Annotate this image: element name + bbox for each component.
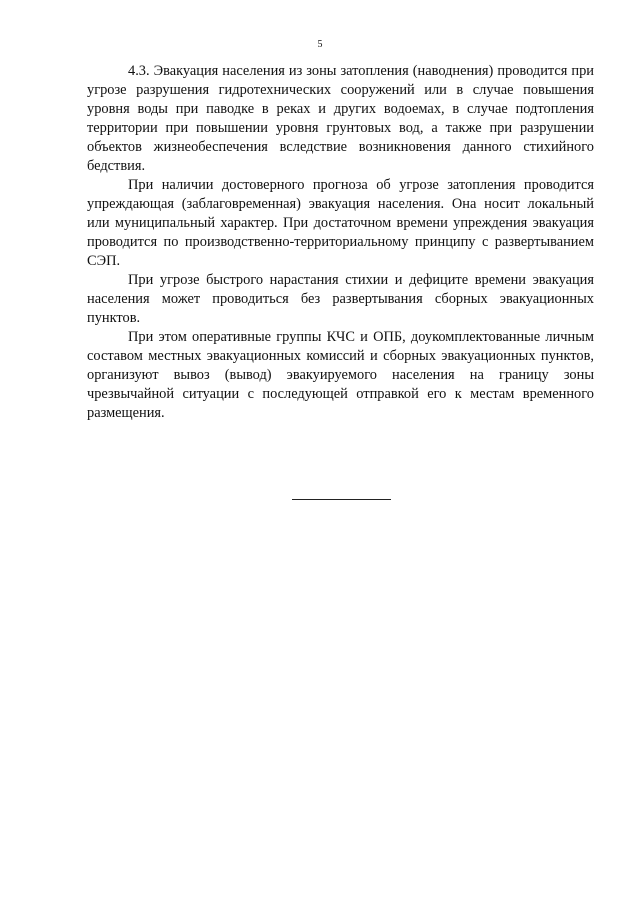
document-body (87, 62, 594, 423)
paragraph-rapid-threat-evacuation: При угрозе быстрого нарастания стихии и дефиците времени эвакуация населения может проводиться без развертывания сборных эвакуационных пунктов. (87, 272, 594, 326)
paragraph-operational-groups: При этом оперативные группы КЧС и ОПБ, доукомплектованные личным составом местных эвакуационных комиссий и сборных эвакуационных пунктов, организуют вывоз (вывод) эвакуируемого населения на границу зоны чрезвычайной ситуации с последующей отправкой его к местам временного размещения. (87, 329, 594, 421)
end-of-text-rule (292, 499, 391, 500)
paragraph-evacuation-flood-zone: 4.3. Эвакуация населения из зоны затопления (наводнения) проводится при угрозе разрушения гидротехнических сооружений или в случае повышения уровня воды при паводке в реках и других водоемах, в случае подтопления территории при повышении уровня грунтовых вод, а также при разрушении объектов жизнеобеспечения вследствие возникновения данного стихийного бедствия. (87, 63, 594, 174)
page-number: 5 (317, 39, 323, 50)
paragraph-preemptive-evacuation: При наличии достоверного прогноза об угрозе затопления проводится упреждающая (заблаговременная) эвакуация населения. Она носит локальный или муниципальный характер. При достаточном времени упреждения эвакуация проводится по производственно-территориальному принципу с развертыванием СЭП. (87, 177, 594, 269)
